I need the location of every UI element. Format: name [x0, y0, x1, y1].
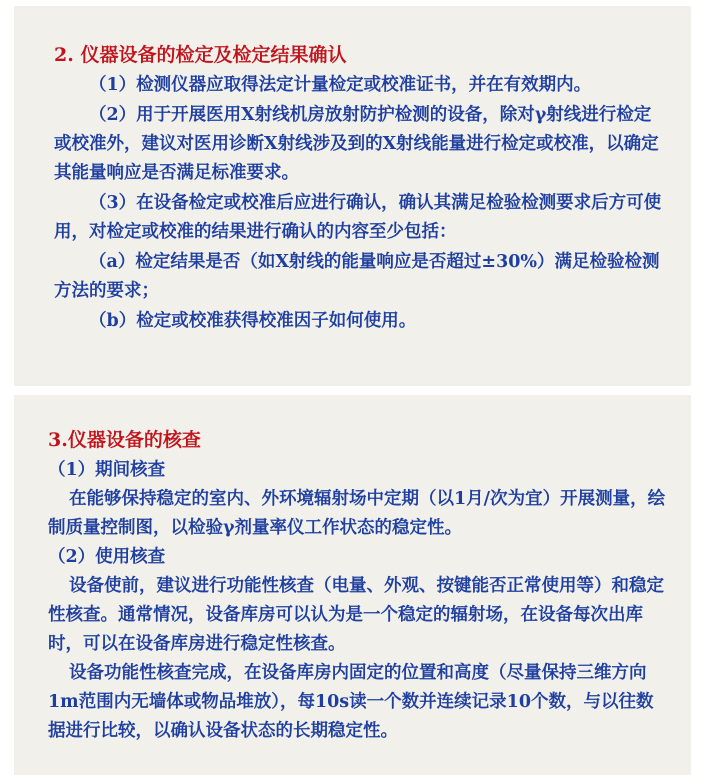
- usage-check-text-1: 设备使前，建议进行功能性核查（电量、外观、按键能否正常使用等）和稳定性核查。通常情况，设备库房可以认为是一个稳定的辐射场，在设备每次出库时，可以在设备库房进行稳定性核查。: [48, 576, 664, 654]
- section-2-item-a: （a）检定结果是否（如X射线的能量响应是否超过±30%）满足检验检测方法的要求；: [54, 252, 660, 301]
- section-3-panel: [14, 395, 691, 775]
- section-2-panel: [14, 6, 691, 386]
- periodic-check-text: 在能够保持稳定的室内、外环境辐射场中定期（以1月/次为宜）开展测量，绘制质量控制图，以检验γ剂量率仪工作状态的稳定性。: [48, 489, 666, 538]
- usage-check-text-2: 设备功能性核查完成，在设备库房内固定的位置和高度（尽量保持三维方向1m范围内无墙体或物品堆放），每10s读一个数并连续记录10个数，与以往数据进行比较，以确认设备状态的长期稳定性。: [48, 663, 654, 741]
- usage-check-title: （2）使用核查: [48, 547, 166, 567]
- section-2-item-3: （3）在设备检定或校准后应进行确认，确认其满足检验检测要求后方可使用，对检定或校准的结果进行确认的内容至少包括：: [54, 193, 662, 242]
- section-2-item-2: （2）用于开展医用X射线机房放射防护检测的设备，除对γ射线进行检定或校准外，建议对医用诊断X射线涉及到的X射线能量进行检定或校准，以确定其能量响应是否满足标准要求。: [54, 105, 659, 183]
- periodic-check-title: （1）期间核查: [48, 460, 166, 480]
- section-2-title: 2. 仪器设备的检定及检定结果确认: [54, 44, 347, 66]
- section-3-title: 3.仪器设备的核查: [48, 429, 201, 451]
- section-2-item-b: （b）检定或校准获得校准因子如何使用。: [89, 311, 417, 331]
- section-2-item-1: （1）检测仪器应取得法定计量检定或校准证书，并在有效期内。: [89, 75, 592, 95]
